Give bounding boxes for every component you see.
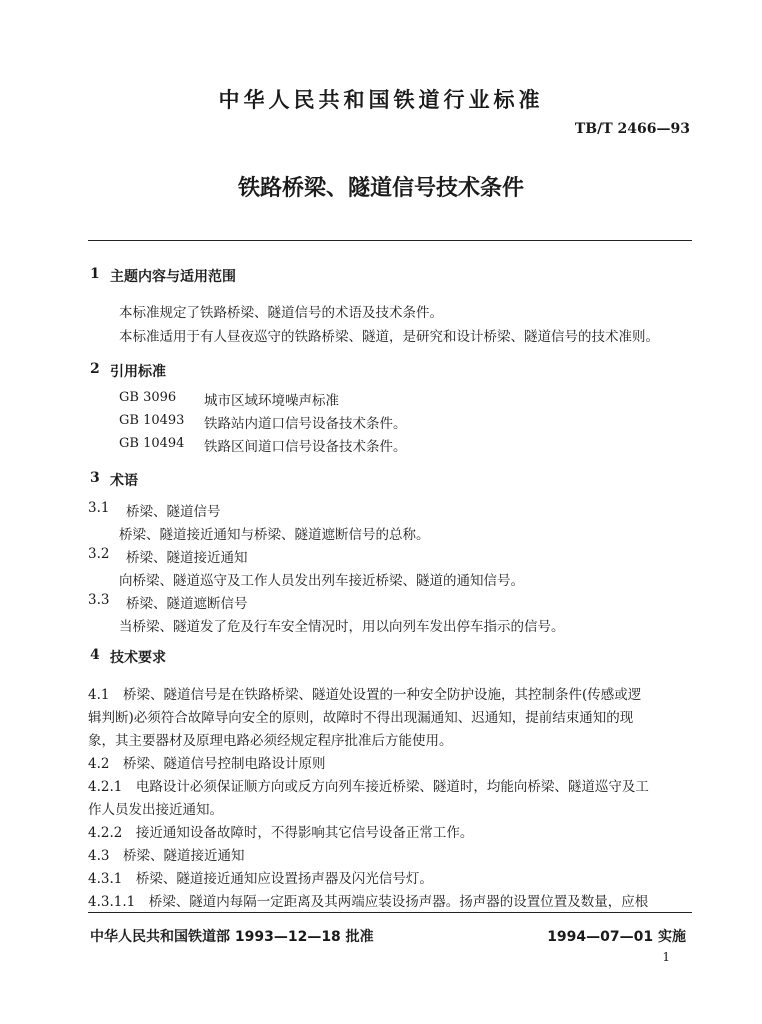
reference-code: GB 10493 [119,413,185,428]
section-2-number: 2 [90,361,100,377]
reference-name: 城市区域环境噪声标准 [204,393,339,409]
term-title: 桥梁、隧道接近通知 [126,550,248,566]
standard-number: TB/T 2466—93 [574,121,690,137]
top-divider [88,240,692,241]
clause-heading: 4.3 桥梁、隧道接近通知 [88,848,245,864]
reference-code: GB 10494 [119,436,185,451]
term-definition: 桥梁、隧道接近通知与桥梁、隧道遮断信号的总称。 [119,527,430,543]
page-number: 1 [662,950,670,964]
section-3-title: 术语 [110,473,138,489]
term-definition: 当桥梁、隧道发了危及行车安全情况时，用以向列车发出停车指示的信号。 [119,619,565,635]
section-1-number: 1 [90,266,100,282]
term-definition: 向桥梁、隧道巡守及工作人员发出列车接近桥梁、隧道的通知信号。 [119,573,524,589]
reference-name: 铁路站内道口信号设备技术条件。 [204,416,407,432]
document-title: 铁路桥梁、隧道信号技术条件 [237,176,524,201]
section-3-number: 3 [90,470,100,486]
term-number: 3.2 [88,546,110,562]
body-text-line: 4.3.1.1 桥梁、隧道内每隔一定距离及其两端应装设扬声器。扬声器的设置位置及数量，应根 [88,894,649,910]
approval-statement: 中华人民共和国铁道部 1993—12—18 批准 [90,929,374,945]
body-text-line: 4.2.1 电路设计必须保证顺方向或反方向列车接近桥梁、隧道时，均能向桥梁、隧道巡守及工 [88,779,649,795]
body-text-line: 作人员发出接近通知。 [88,802,223,818]
section-1-paragraph: 本标准规定了铁路桥梁、隧道信号的术语及技术条件。 [119,305,443,321]
term-number: 3.3 [88,592,110,608]
section-4-number: 4 [90,647,100,663]
reference-name: 铁路区间道口信号设备技术条件。 [204,439,407,455]
term-title: 桥梁、隧道信号 [126,504,221,520]
clause-heading: 4.2 桥梁、隧道信号控制电路设计原则 [88,756,326,772]
standard-category-heading: 中华人民共和国铁道行业标准 [218,88,544,112]
section-4-title: 技术要求 [110,650,166,666]
section-1-title: 主题内容与适用范围 [110,269,236,285]
reference-code: GB 3096 [119,390,177,405]
body-text-line: 4.2.2 接近通知设备故障时，不得影响其它信号设备正常工作。 [88,825,474,841]
footer-divider [88,912,692,913]
section-2-title: 引用标准 [110,364,166,380]
body-text-line: 4.3.1 桥梁、隧道接近通知应设置扬声器及闪光信号灯。 [88,871,433,887]
term-number: 3.1 [88,500,110,516]
effective-date: 1994—07—01 实施 [547,929,686,945]
body-text-line: 辑判断)必须符合故障导向安全的原则，故障时不得出现漏通知、迟通知，提前结束通知的现 [88,710,634,726]
body-text-line: 4.1 桥梁、隧道信号是在铁路桥梁、隧道处设置的一种安全防护设施，其控制条件(传感或逻 [88,687,642,703]
section-1-paragraph: 本标准适用于有人昼夜巡守的铁路桥梁、隧道，是研究和设计桥梁、隧道信号的技术准则。 [119,329,659,345]
body-text-line: 象，其主要器材及原理电路必须经规定程序批准后方能使用。 [88,733,453,749]
term-title: 桥梁、隧道遮断信号 [126,596,248,612]
